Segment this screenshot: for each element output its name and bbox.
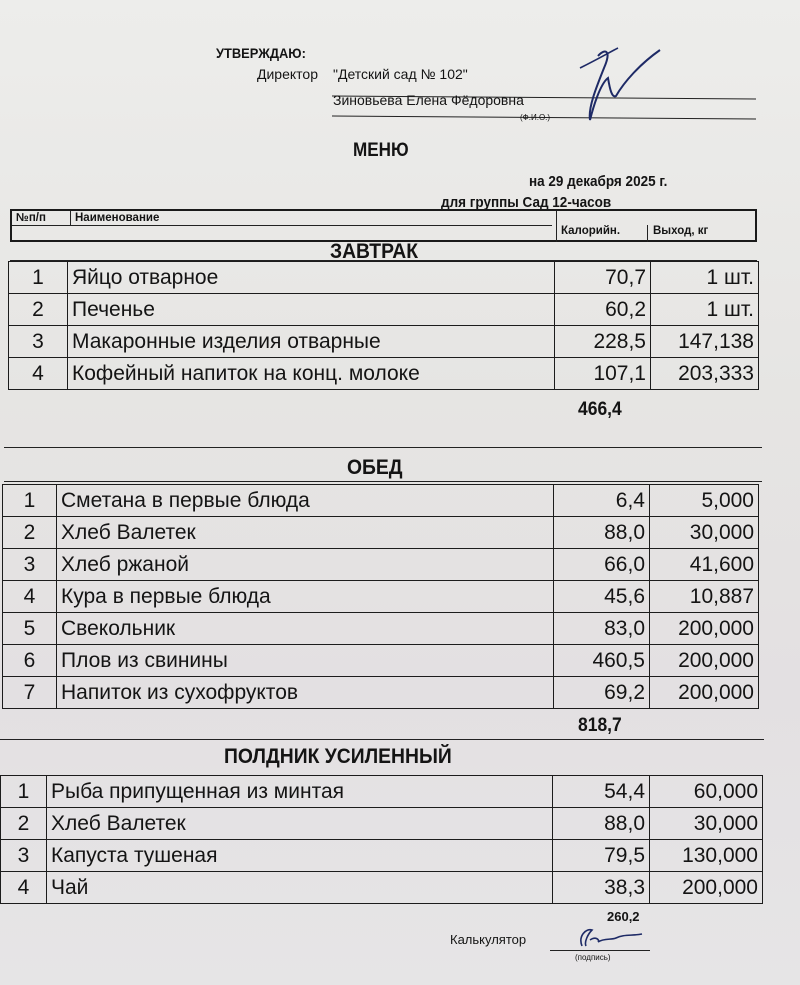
item-calories: 38,3: [553, 872, 650, 904]
item-num: 1: [9, 262, 68, 294]
table-row: [9, 262, 759, 294]
section-title-snack: ПОЛДНИК УСИЛЕННЫЙ: [224, 745, 452, 768]
item-calories: 88,0: [553, 808, 650, 840]
director-label: Директор: [257, 66, 318, 82]
table-row: [3, 549, 759, 581]
item-num: 5: [3, 613, 57, 645]
table-row: [9, 294, 759, 326]
table-row: [9, 358, 759, 390]
item-num: 1: [1, 776, 47, 808]
signature-caption: (подпись): [575, 953, 611, 962]
item-name: Хлеб Валетек: [57, 517, 554, 549]
item-output: 147,138: [651, 326, 759, 358]
column-header: [10, 209, 757, 242]
item-calories: 70,7: [555, 262, 651, 294]
item-calories: 54,4: [553, 776, 650, 808]
item-num: 6: [3, 645, 57, 677]
table-row: [1, 872, 763, 904]
item-name: Сметана в первые блюда: [57, 485, 554, 517]
table-row: [3, 485, 759, 517]
table-row: [1, 840, 763, 872]
item-calories: 60,2: [555, 294, 651, 326]
item-num: 2: [3, 517, 57, 549]
item-name: Плов из свинины: [57, 645, 554, 677]
snack-table: [0, 775, 763, 904]
column-name: Наименование: [75, 212, 160, 224]
item-num: 4: [3, 581, 57, 613]
item-output: 200,000: [650, 677, 759, 709]
item-output: 60,000: [650, 776, 763, 808]
column-num: №п/п: [16, 212, 46, 224]
table-row: [3, 677, 759, 709]
page-title: МЕНЮ: [353, 140, 409, 161]
item-calories: 88,0: [554, 517, 650, 549]
item-name: Чай: [47, 872, 553, 904]
item-name: Кура в первые блюда: [57, 581, 554, 613]
item-output: 1 шт.: [651, 294, 759, 326]
divider: [4, 481, 762, 482]
name-caption: (Ф.И.О.): [520, 113, 551, 122]
divider: [4, 447, 762, 448]
calculator-label: Калькулятор: [450, 932, 527, 947]
table-row: [1, 776, 763, 808]
item-num: 2: [9, 294, 68, 326]
section-title-lunch: ОБЕД: [347, 456, 403, 479]
table-row: [3, 581, 759, 613]
item-calories: 69,2: [554, 677, 650, 709]
item-output: 41,600: [650, 549, 759, 581]
item-name: Рыба припущенная из минтая: [47, 776, 553, 808]
lunch-total: 818,7: [578, 715, 622, 736]
section-title-breakfast: ЗАВТРАК: [330, 240, 419, 263]
table-row: [3, 645, 759, 677]
item-name: Кофейный напиток на конц. молоке: [68, 358, 555, 390]
breakfast-total: 466,4: [578, 399, 622, 420]
table-row: [1, 808, 763, 840]
director-signature-icon: [560, 38, 670, 128]
item-calories: 6,4: [554, 485, 650, 517]
approval-heading: УТВЕРЖДАЮ:: [216, 45, 306, 61]
item-name: Яйцо отварное: [68, 262, 555, 294]
item-output: 1 шт.: [651, 262, 759, 294]
item-name: Макаронные изделия отварные: [68, 326, 555, 358]
director-name: Зиновьева Елена Фёдоровна: [333, 92, 524, 108]
item-calories: 66,0: [554, 549, 650, 581]
item-output: 200,000: [650, 872, 763, 904]
item-output: 203,333: [651, 358, 759, 390]
item-name: Капуста тушеная: [47, 840, 553, 872]
item-num: 4: [1, 872, 47, 904]
snack-total: 260,2: [607, 909, 640, 924]
organization-name: "Детский сад № 102": [333, 66, 468, 82]
column-output: Выход, кг: [653, 225, 709, 237]
item-calories: 79,5: [553, 840, 650, 872]
item-calories: 460,5: [554, 645, 650, 677]
item-output: 200,000: [650, 613, 759, 645]
item-output: 130,000: [650, 840, 763, 872]
item-output: 5,000: [650, 485, 759, 517]
item-output: 10,887: [650, 581, 759, 613]
item-name: Напиток из сухофруктов: [57, 677, 554, 709]
table-row: [3, 517, 759, 549]
menu-date: на 29 декабря 2025 г.: [529, 173, 668, 190]
lunch-table: [2, 484, 759, 709]
signature-line: [550, 950, 650, 951]
item-name: Хлеб ржаной: [57, 549, 554, 581]
table-row: [9, 326, 759, 358]
item-num: 3: [3, 549, 57, 581]
item-num: 7: [3, 677, 57, 709]
table-row: [3, 613, 759, 645]
item-calories: 83,0: [554, 613, 650, 645]
item-output: 30,000: [650, 808, 763, 840]
item-output: 30,000: [650, 517, 759, 549]
item-name: Хлеб Валетек: [47, 808, 553, 840]
divider: [0, 739, 764, 740]
item-num: 1: [3, 485, 57, 517]
item-num: 3: [9, 326, 68, 358]
menu-group: для группы Сад 12-часов: [441, 194, 612, 211]
item-name: Свекольник: [57, 613, 554, 645]
item-num: 2: [1, 808, 47, 840]
breakfast-table: [8, 261, 759, 390]
item-name: Печенье: [68, 294, 555, 326]
column-calories: Калорийн.: [561, 225, 621, 237]
item-output: 200,000: [650, 645, 759, 677]
calculator-signature-icon: [572, 924, 647, 952]
item-calories: 45,6: [554, 581, 650, 613]
item-num: 3: [1, 840, 47, 872]
item-calories: 228,5: [555, 326, 651, 358]
item-num: 4: [9, 358, 68, 390]
item-calories: 107,1: [555, 358, 651, 390]
